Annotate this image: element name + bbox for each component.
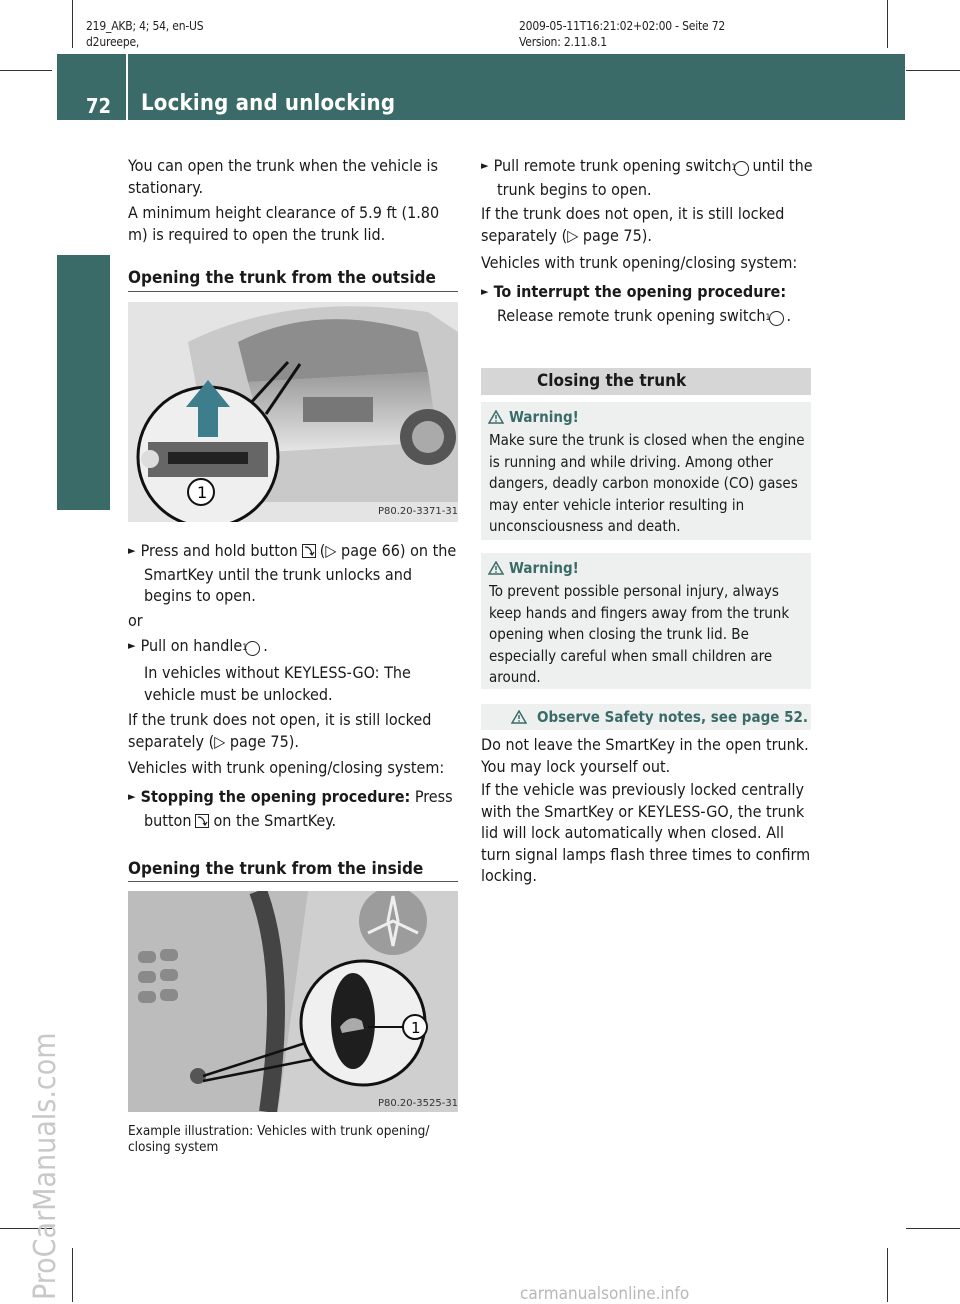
arrow-icon: ►	[128, 544, 136, 557]
arrow-icon: ►	[128, 790, 136, 803]
trunk-button-icon	[302, 544, 316, 558]
smartkey-note: Do not leave the SmartKey in the open trunk. You may lock yourself out.	[481, 735, 809, 776]
warning-box-engine	[481, 402, 811, 540]
crop-mark	[0, 70, 52, 71]
locked-note-right: If the trunk does not open, it is still locked separately (▷ page 75).	[481, 204, 785, 245]
warning-box-injury	[481, 553, 811, 689]
central-lock-note: If the vehicle was previously locked centrally with the SmartKey or KEYLESS-GO, the trunk lid will lock automatically when closed. All turn signal lamps flash three times to confirm locking.	[481, 780, 811, 885]
crop-mark	[72, 0, 73, 48]
callout-number: 1	[197, 483, 208, 502]
crop-mark	[906, 1228, 960, 1229]
watermark-bottom: carmanualsonline.info	[520, 1284, 690, 1304]
safety-notes-box	[481, 704, 811, 730]
warning-triangle-icon	[488, 561, 504, 575]
step-pull-handle: ► Pull on handle1 .	[128, 636, 268, 655]
print-meta-left: 219_AKB; 4; 54, en-US d2ureepe,	[86, 19, 204, 49]
header-divider	[126, 54, 128, 120]
locked-note-left: If the trunk does not open, it is still locked separately (▷ page 75).	[128, 710, 432, 751]
subheading-rule	[128, 291, 458, 292]
callout-number: 1	[411, 1019, 421, 1037]
vehicles-with-left: Vehicles with trunk opening/closing system:	[128, 758, 445, 777]
safety-notes-title: Observe Safety notes, see page 52.	[537, 708, 808, 726]
step-stopping: ► Stopping the opening procedure: Press button on the SmartKey.	[128, 787, 453, 830]
arrow-icon: ►	[128, 639, 136, 652]
intro-clearance: A minimum height clearance of 5.9 ft (1.80 m) is required to open the trunk lid.	[128, 203, 440, 244]
crop-mark	[906, 70, 960, 71]
warning-title: Warning!	[509, 559, 579, 577]
warning-triangle-icon	[488, 410, 504, 424]
trunk-inside-illustration	[128, 891, 458, 1112]
photo-code: P80.20-3525-31	[378, 1098, 458, 1109]
subheading-outside: Opening the trunk from the outside	[128, 268, 436, 288]
intro-stationary: You can open the trunk when the vehicle is stationary.	[128, 156, 438, 197]
arrow-icon: ►	[481, 159, 489, 172]
warning-triangle-icon	[511, 710, 527, 724]
subheading-inside: Opening the trunk from the inside	[128, 859, 424, 879]
arrow-icon: ►	[481, 285, 489, 298]
warning-body: Make sure the trunk is closed when the engine is running and while driving. Among other dangers, deadly carbon monoxide (CO) gases may enter vehicle interior resulting in unconsciousness and death.	[489, 431, 805, 535]
crop-mark	[887, 1248, 888, 1302]
trunk-inside-photo	[128, 891, 458, 1112]
page-title: Locking and unlocking	[141, 91, 396, 116]
circled-one-icon: 1	[734, 161, 749, 176]
circled-one-icon: 1	[245, 641, 260, 656]
crop-mark	[72, 1248, 73, 1302]
print-meta-right: 2009-05-11T16:21:02+02:00 - Seite 72 Version: 2.11.8.1	[519, 19, 726, 49]
subheading-rule	[128, 881, 458, 882]
crop-mark	[887, 0, 888, 48]
watermark-left: ProCarManuals.com	[28, 1032, 63, 1300]
side-tab-label: Controls in detail	[83, 309, 109, 510]
circled-one-icon: 1	[769, 311, 784, 326]
section-header-closing	[481, 368, 811, 395]
keyless-note: In vehicles without KEYLESS-GO: The vehicle must be unlocked.	[144, 663, 411, 704]
section-title: Closing the trunk	[537, 371, 687, 391]
vehicles-with-right: Vehicles with trunk opening/closing system:	[481, 253, 798, 272]
step-interrupt: ► To interrupt the opening procedure: Release remote trunk opening switch1 .	[481, 282, 792, 325]
trunk-button-icon	[195, 814, 209, 828]
trunk-outside-illustration	[128, 302, 458, 522]
trunk-outside-photo	[128, 302, 458, 522]
warning-title: Warning!	[509, 408, 579, 426]
photo-code: P80.20-3371-31	[378, 506, 458, 517]
page-number: 72	[86, 94, 112, 118]
step-pull-switch: ► Pull remote trunk opening switch1 until the trunk begins to open.	[481, 156, 813, 199]
step-press-button: ► Press and hold button (▷ page 66) on the SmartKey until the trunk unlocks and begins to open.	[128, 541, 457, 605]
or-text: or	[128, 611, 143, 630]
photo-caption: Example illustration: Vehicles with trunk opening/ closing system	[128, 1123, 430, 1155]
warning-body: To prevent possible personal injury, always keep hands and fingers away from the trunk opening when closing the trunk lid. Be especially careful when small children are around.	[489, 582, 790, 686]
